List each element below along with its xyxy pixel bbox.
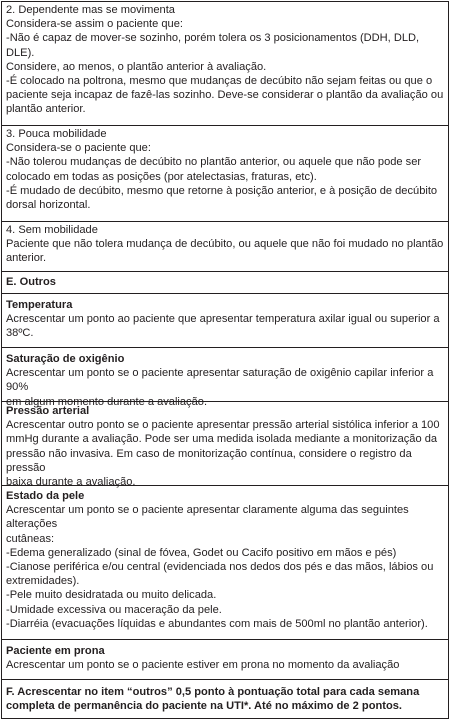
table-row xyxy=(2,2,448,126)
row-text: paciente seja incapaz de fazê-las sozinho. Deve-se considerar o plantão da avaliação ou xyxy=(6,89,444,102)
table-row xyxy=(2,402,448,489)
row-text: Acrescentar um ponto se o paciente apresentar saturação de oxigênio capilar inferior a 90% xyxy=(6,367,437,394)
row-text: -Não é capaz de mover-se sozinho, porém tolera os 3 posicionamentos (DDH, DLD, DLE). xyxy=(6,32,423,59)
row-text: -Umidade excessiva ou maceração da pele. xyxy=(6,603,222,616)
table-row xyxy=(2,222,448,272)
row-text: dorsal horizontal. xyxy=(6,199,91,212)
row-text: Acrescentar um ponto ao paciente que apresentar temperatura axilar igual ou superior a xyxy=(6,313,440,326)
row-text: -É mudado de decúbito, mesmo que retorne à posição anterior, e à posição de decúbito xyxy=(6,184,438,197)
row-title: Paciente em prona xyxy=(6,645,105,657)
row-text: colocado em todas as posições (por atelectasias, fraturas, etc). xyxy=(6,170,317,183)
table-row xyxy=(2,640,448,680)
row-text: -É colocado na poltrona, mesmo que mudanças de decúbito não sejam feitas ou que o xyxy=(6,75,433,88)
row-text: em algum momento durante a avaliação. xyxy=(6,395,208,408)
row-title: Pressão arterial xyxy=(6,405,90,417)
row-text: pressão não invasiva. Em caso de monitorização contínua, considere o registro da pressão xyxy=(6,447,415,474)
footer-line: completa de permanência do paciente na UTI*. Até no máximo de 2 pontos. xyxy=(6,700,402,713)
row-text: 38ºC. xyxy=(6,327,34,340)
row-text: mmHg durante a avaliação. Pode ser uma medida isolada mediante a monitorização da xyxy=(6,433,438,446)
row-text: -Pele muito desidratada ou muito delicada. xyxy=(6,589,217,602)
row-text: extremidades). xyxy=(6,575,80,588)
table-row xyxy=(2,294,448,348)
row-title: 3. Pouca mobilidade xyxy=(6,128,107,140)
section-heading: E. Outros xyxy=(6,276,56,288)
row-text: baixa durante a avaliação. xyxy=(6,476,136,489)
row-text: Acrescentar outro ponto se o paciente apresentar pressão arterial sistólica inferior a 100 xyxy=(6,419,440,432)
row-text: -Diarréia (evacuações líquidas e abundantes com mais de 500ml no plantão anterior). xyxy=(6,617,428,630)
row-text: -Não tolerou mudanças de decúbito no plantão anterior, ou aquele que não pode ser xyxy=(6,156,422,169)
row-text: Acrescentar um ponto se o paciente apresentar claramente alguma das seguintes alterações xyxy=(6,504,412,531)
row-title: Estado da pele xyxy=(6,490,85,502)
row-text: -Edema generalizado (sinal de fóvea, Godet ou Cacifo positivo em mãos e pés) xyxy=(6,546,397,559)
row-text: Paciente que não tolera mudança de decúbito, ou aquele que não foi mudado no plantão xyxy=(6,238,444,251)
table-row xyxy=(2,348,448,408)
row-text: Considere, ao menos, o plantão anterior à avaliação. xyxy=(6,60,267,73)
table-row xyxy=(2,126,448,222)
row-title: 4. Sem mobilidade xyxy=(6,224,98,236)
row-text: Considera-se o paciente que: xyxy=(6,142,151,155)
row-text: plantão anterior. xyxy=(6,103,86,116)
row-text: Acrescentar um ponto se o paciente estiver em prona no momento da avaliação xyxy=(6,659,400,672)
footer-line: F. Acrescentar no item “outros” 0,5 ponto à pontuação total para cada semana xyxy=(6,686,420,698)
footer-note xyxy=(2,680,448,718)
row-text: anterior. xyxy=(6,252,47,265)
row-text: -Cianose periférica e/ou central (evidenciada nos dedos dos pés e das mãos, lábios ou xyxy=(6,561,434,574)
row-text: Considera-se assim o paciente que: xyxy=(6,18,183,31)
table-row xyxy=(2,272,448,294)
scoring-table xyxy=(1,1,449,719)
table-row xyxy=(2,486,448,640)
row-title: Saturação de oxigênio xyxy=(6,353,125,365)
row-title: 2. Dependente mas se movimenta xyxy=(6,4,175,16)
row-text: cutâneas: xyxy=(6,532,55,545)
row-title: Temperatura xyxy=(6,299,73,311)
